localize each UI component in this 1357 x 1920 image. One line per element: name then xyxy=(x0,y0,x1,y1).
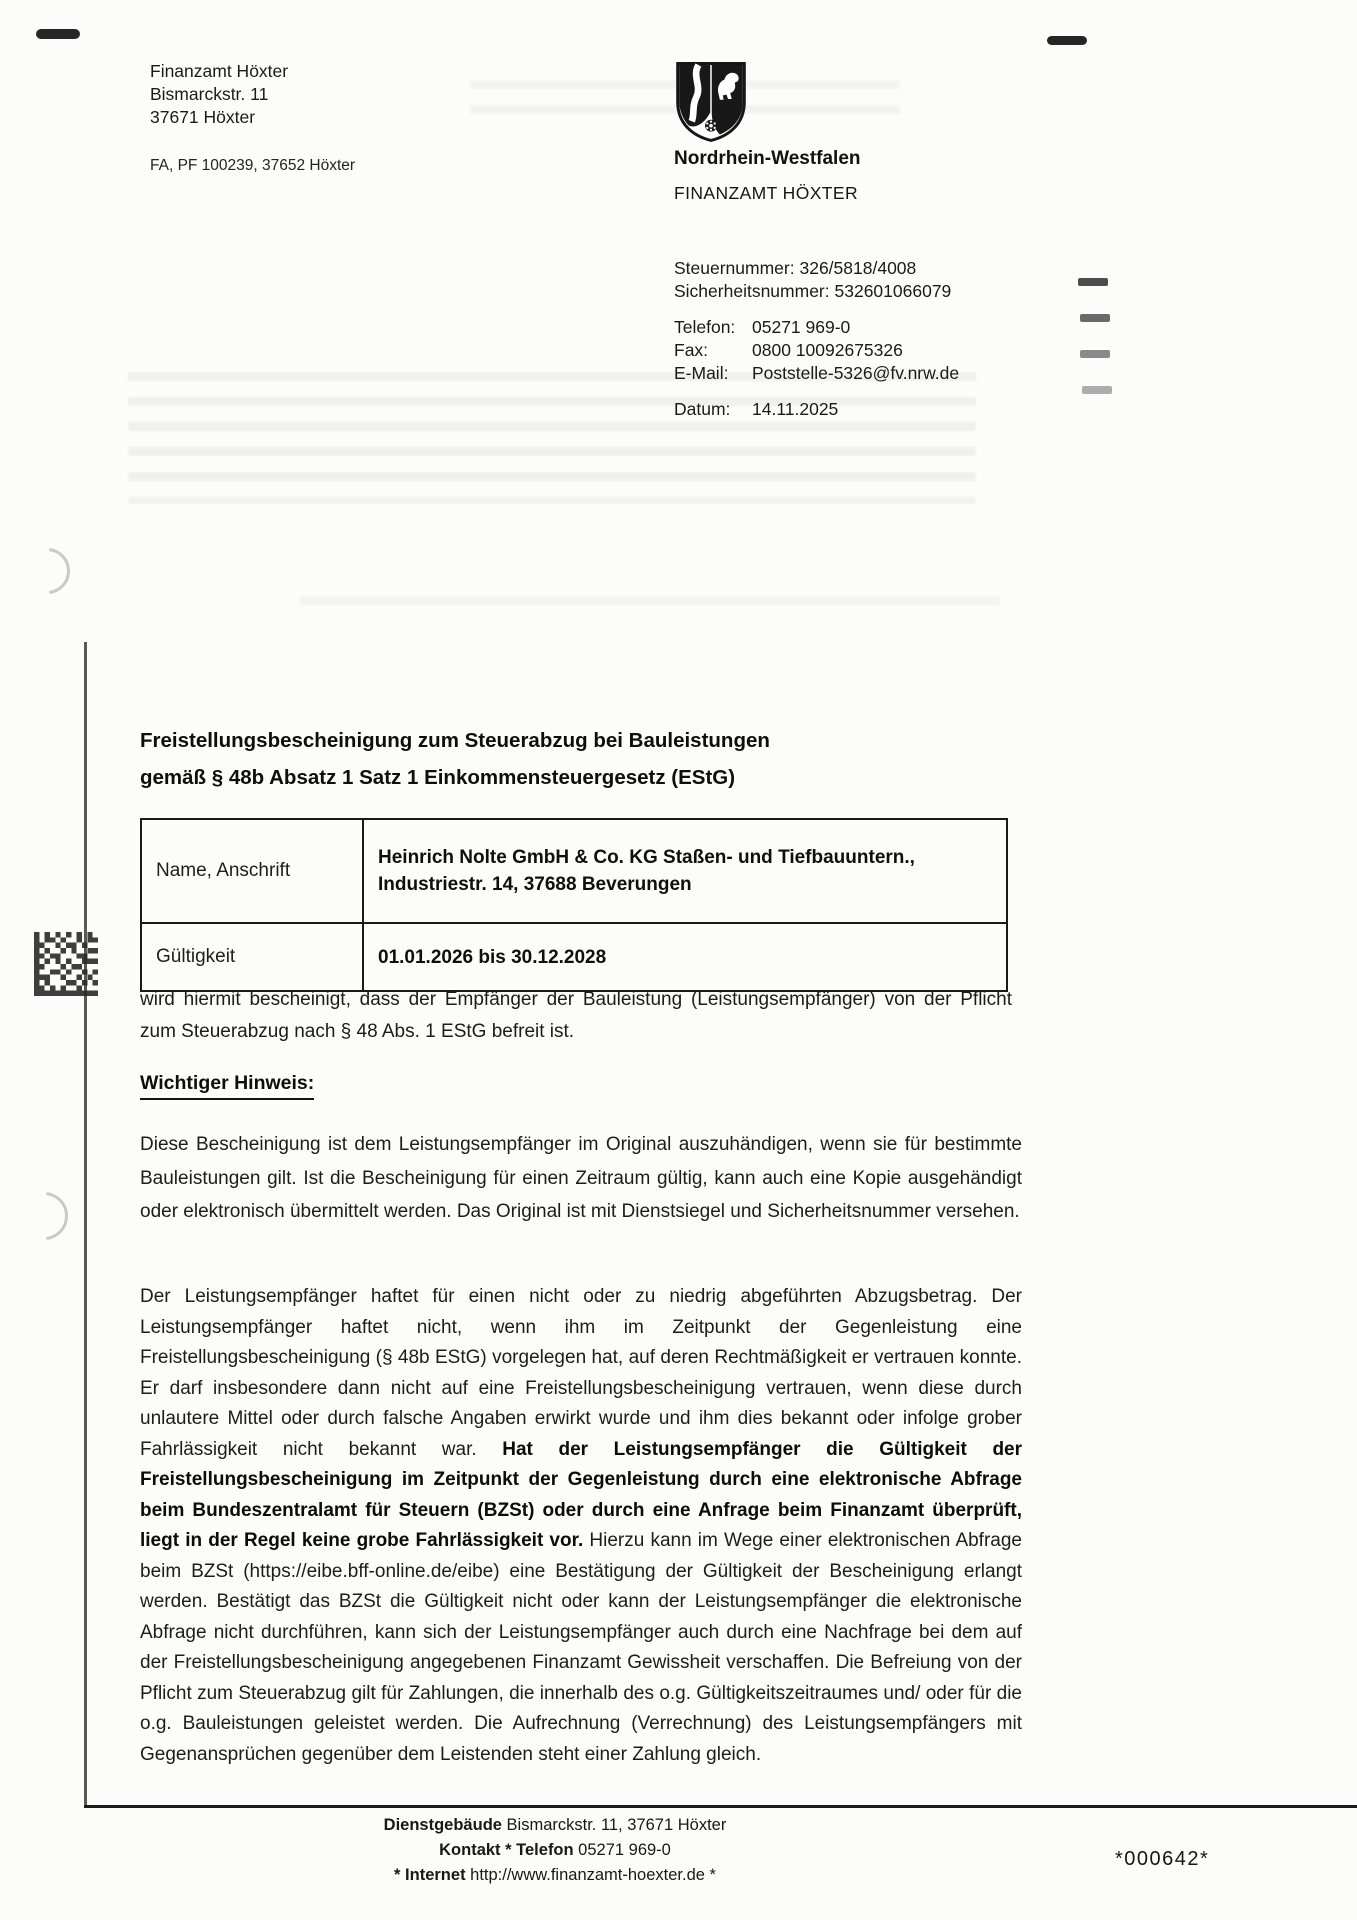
edge-dash-mark xyxy=(1080,350,1110,358)
tax-number-value: 326/5818/4008 xyxy=(799,258,917,278)
datamatrix-barcode xyxy=(34,930,98,998)
punch-hole-mark xyxy=(24,548,70,594)
footer-bold-label: Dienstgebäude xyxy=(383,1816,502,1834)
tax-number-row xyxy=(674,257,959,280)
edge-dash-mark xyxy=(1078,278,1108,286)
email-row xyxy=(674,362,959,385)
document-number: *000642* xyxy=(1115,1848,1210,1870)
scan-ghosting xyxy=(300,596,1000,620)
fold-line xyxy=(84,642,87,1806)
phone-row xyxy=(674,316,959,339)
notice-text-bold: Hat der Leistungsempfänger die Gültigkeit der Freistellungsbescheinigung im Zeitpunkt der Gegenleistung durch eine elektronische Abfrage beim Bundeszentralamt für Steuern (BZSt) oder durch eine Anfrage beim Finanzamt überprüft, liegt in der Regel keine grobe Fahrlässigkeit vor. xyxy=(140,1438,1023,1551)
footer-bold-label: Kontakt * Telefon xyxy=(439,1841,574,1859)
phone-value: 05271 969-0 xyxy=(752,317,851,337)
date-label: Datum: xyxy=(674,399,731,419)
phone-label: Telefon: xyxy=(674,317,736,337)
footer-text: 05271 969-0 xyxy=(573,1841,671,1859)
tax-number-label: Steuernummer: xyxy=(674,258,795,278)
document-title xyxy=(140,722,1030,796)
edge-dash-mark xyxy=(1080,314,1110,322)
sender-line: Bismarckstr. 11 xyxy=(150,84,269,104)
fax-value: 0800 10092675326 xyxy=(752,340,903,360)
email-label: E-Mail: xyxy=(674,363,729,383)
footer-bold-label: * Internet xyxy=(394,1866,466,1884)
corner-mark-top-left xyxy=(36,29,80,39)
sender-line: Finanzamt Höxter xyxy=(150,61,289,81)
row-value xyxy=(364,820,1006,922)
email-value: Poststelle-5326@fv.nrw.de xyxy=(752,363,960,383)
notice-paragraph-1: Diese Bescheinigung ist dem Leistungsempfänger im Original auszuhändigen, wenn sie für bestimmte Bauleistungen gilt. Ist die Bescheinigung für einen Zeitraum gültig, kann auch eine Kopie ausgehändigt oder elektronisch übermittelt werden. Das Original ist mit Dienstsiegel und Sicherheitsnummer versehen. xyxy=(140,1134,1022,1222)
footer-rule xyxy=(84,1805,1357,1808)
validity-value: 01.01.2026 bis 30.12.2028 xyxy=(364,922,1006,990)
notice-heading: Wichtiger Hinweis: xyxy=(140,1072,314,1100)
edge-dash-mark xyxy=(1082,386,1112,394)
sender-address xyxy=(150,60,288,129)
footer-line-contact xyxy=(140,1838,970,1863)
sender-line: 37671 Höxter xyxy=(150,107,256,127)
fax-label: Fax: xyxy=(674,340,709,360)
corner-mark-top-right xyxy=(1047,36,1087,45)
certificate-table xyxy=(140,818,1008,992)
footer-block xyxy=(140,1813,970,1888)
office-name: FINANZAMT HÖXTER xyxy=(674,183,858,203)
footer-line-building xyxy=(140,1813,970,1838)
notice-text-regular: Der Leistungsempfänger haftet für einen nicht oder zu niedrig abgeführten Abzugsbetrag. Der Leistungsempfänger haftet nicht, wenn ihm im Zeitpunkt der Gegenleistung eine Freistellungsbescheinigung (§ 48b EStG) vorgelegen hat, auf deren Rechtmäßigkeit er vertrauen konnte. Er darf insbesondere dann nicht auf eine Freistellungsbescheinigung vertrauen, wenn diese durch unlautere Mittel oder durch falsche Angaben erwirkt wurde und ihm dies bekannt oder infolge grober Fahrlässigkeit nicht bekannt war. xyxy=(140,1286,1022,1460)
security-number-row xyxy=(674,280,959,303)
notice-paragraph-2 xyxy=(140,1282,1022,1770)
recipient-address: Industriestr. 14, 37688 Beverungen xyxy=(378,874,692,895)
fax-row xyxy=(674,339,959,362)
document-title-line: Freistellungsbescheinigung zum Steuerabzug bei Bauleistungen xyxy=(140,729,770,752)
security-number-label: Sicherheitsnummer: xyxy=(674,281,830,301)
state-name: Nordrhein-Westfalen xyxy=(674,148,861,169)
punch-hole-mark xyxy=(20,1192,68,1240)
certification-paragraph: wird hiermit bescheinigt, dass der Empfänger der Bauleistung (Leistungsempfänger) von der Pflicht zum Steuerabzug nach § 48 Abs. 1 EStG befreit ist. xyxy=(140,989,1012,1042)
notice-text-regular: Hierzu kann im Wege einer elektronischen Abfrage beim BZSt (https://eibe.bff-online.de/eibe) eine Bestätigung der Gültigkeit der Bescheinigung erlangt werden. Bestätigt das BZSt die Gültigkeit nicht oder kann der Leistungsempfänger die elektronische Abfrage nicht durchführen, kann sich der Leistungsempfänger auch durch eine Nachfrage bei dem auf der Freistellungsbescheinigung angegebenen Finanzamt Gewissheit verschaffen. Die Befreiung von der Pflicht zum Steuerabzug gilt für Zahlungen, die innerhalb des o.g. Gültigkeitszeitraumes und/ oder für die o.g. Bauleistungen geleistet werden. Die Aufrechnung (Verrechnung) des Leistungsempfängers mit Gegenansprüchen gegenüber dem Leistenden steht einer Zahlung gleich. xyxy=(140,1530,1022,1765)
footer-text: http://www.finanzamt-hoexter.de * xyxy=(465,1866,716,1884)
footer-text: Bismarckstr. 11, 37671 Höxter xyxy=(501,1816,727,1834)
row-label: Name, Anschrift xyxy=(142,820,364,922)
nrw-coat-of-arms-icon xyxy=(674,60,748,144)
document-title-line: gemäß § 48b Absatz 1 Satz 1 Einkommensteuergesetz (EStG) xyxy=(140,766,736,789)
document-meta-block xyxy=(674,257,959,421)
row-label: Gültigkeit xyxy=(142,922,364,990)
return-address-line: FA, PF 100239, 37652 Höxter xyxy=(150,157,356,174)
security-number-value: 532601066079 xyxy=(834,281,952,301)
footer-line-internet xyxy=(140,1863,970,1888)
recipient-name: Heinrich Nolte GmbH & Co. KG Staßen- und Tiefbauuntern., xyxy=(378,847,915,868)
date-row xyxy=(674,398,959,421)
date-value: 14.11.2025 xyxy=(752,399,839,419)
